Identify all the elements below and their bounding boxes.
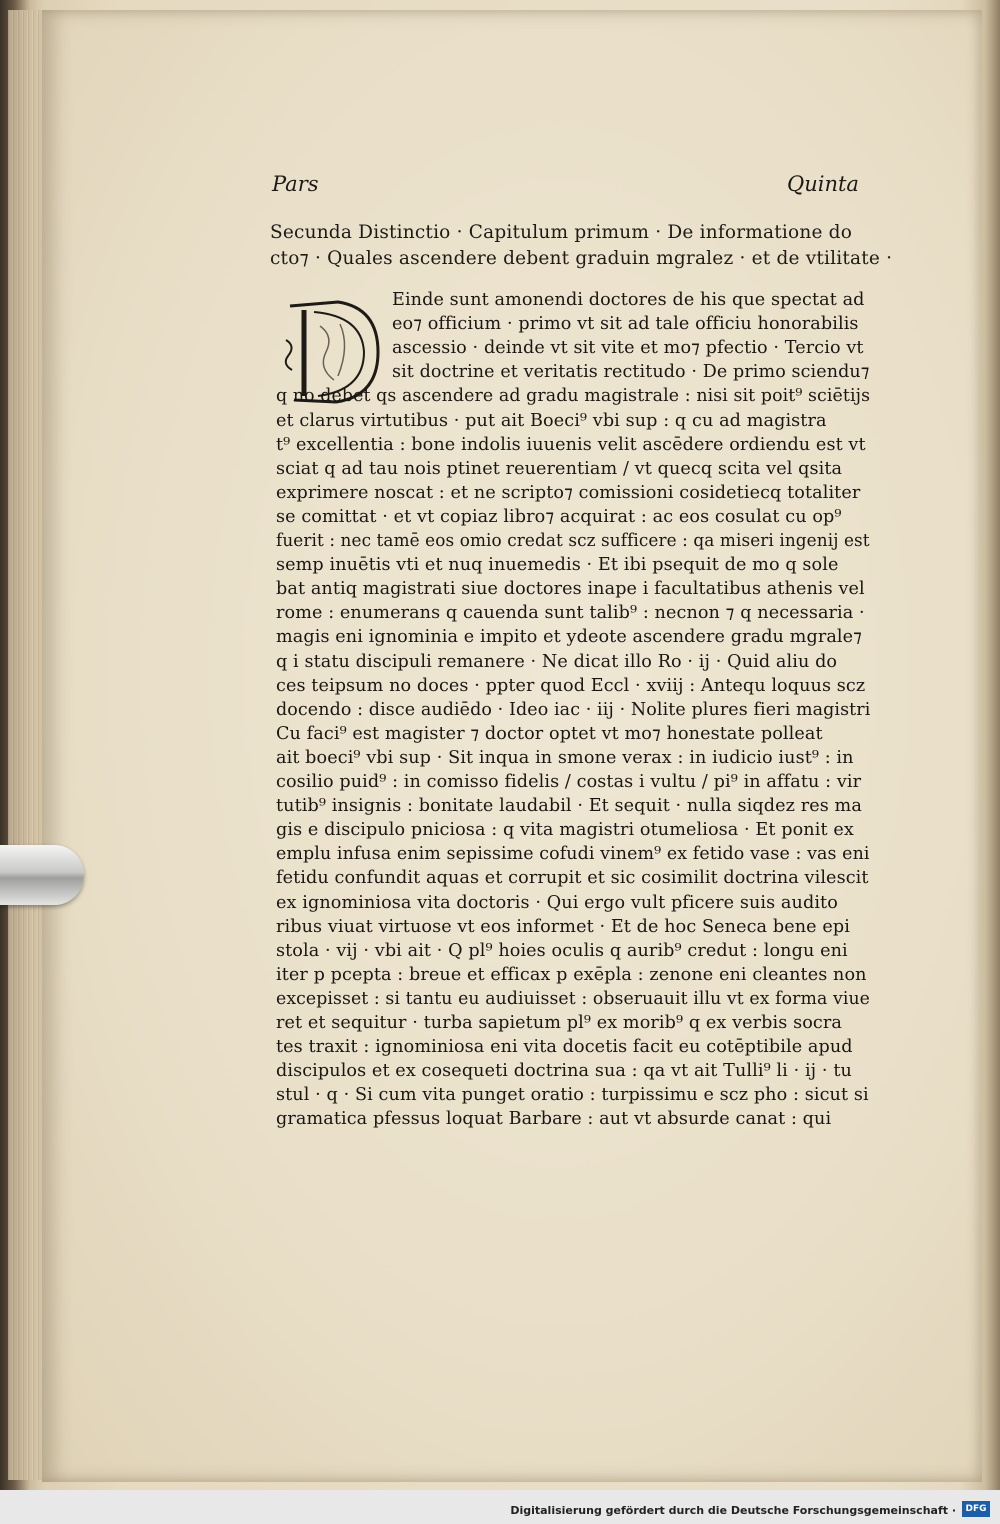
text-line: Cu faci⁹ est magister ⁊ doctor optet vt mo⁊ honestate polleat xyxy=(276,723,823,744)
page-edges xyxy=(8,10,42,1480)
text-line: stul · q · Si cum vita punget oratio : turpissimu e scz pho : sicut si xyxy=(276,1085,869,1106)
text-line: gis e discipulo pniciosa : q vita magistri otumeliosa · Et ponit ex xyxy=(276,820,854,841)
text-line: exprimere noscat : et ne scripto⁊ comissioni cosidetiecq totaliter xyxy=(276,482,861,503)
running-head-right: Quinta xyxy=(787,172,859,196)
text-line: stola · vij · vbi ait · Q pl⁹ hoies oculis q aurib⁹ credut : longu eni xyxy=(276,940,848,961)
text-line: iter p pcepta : breue et efficax p exēpla : zenone eni cleantes non xyxy=(276,964,867,985)
text-line: q i statu discipuli remanere · Ne dicat illo Ro · ij · Quid aliu do xyxy=(276,651,838,672)
text-line: cosilio puid⁹ : in comisso fidelis / costas i vultu / pi⁹ in affatu : vir xyxy=(276,772,862,792)
text-line: tutib⁹ insignis : bonitate laudabil · Et sequit · nulla siqdez res ma xyxy=(276,796,862,817)
running-head-left: Pars xyxy=(272,172,319,196)
text-line: sit doctrine et veritatis rectitudo · De primo sciendu⁊ xyxy=(392,362,870,383)
text-line: ret et sequitur · turba sapietum pl⁹ ex morib⁹ q ex verbis socra xyxy=(276,1013,842,1033)
text-line: sciat q ad tau nois ptinet reuerentiam / vt quecq scita vel qsita xyxy=(276,458,843,479)
text-line: emplu infusa enim sepissime cofudi vinem⁹ ex fetido vase : vas eni xyxy=(276,844,870,865)
text-line: gramatica pfessus loquat Barbare : aut vt absurde canat : qui xyxy=(276,1109,832,1130)
text-line: t⁹ excellentia : bone indolis iuuenis velit ascēdere ordiendu est vt xyxy=(276,434,866,455)
text-line: excepisset : si tantu eu audiuisset : obseruauit illu vt ex forma viue xyxy=(276,988,870,1009)
text-line: se comittat · et vt copiaz libro⁊ acquirat : ac eos cosulat cu op⁹ xyxy=(276,506,842,527)
text-line: discipulos et ex cosequeti doctrina sua : qa vt ait Tulli⁹ li · ij · tu xyxy=(276,1061,852,1082)
text-line: et clarus virtutibus · put ait Boeci⁹ vbi sup : q cu ad magistra xyxy=(276,410,827,431)
chapter-title-line: Secunda Distinctio · Capitulum primum · De informatione do xyxy=(270,222,853,243)
text-line: semp inuētis vti et nuq inuemedis · Et ibi psequit de mo q sole xyxy=(276,555,839,576)
text-line: ascessio · deinde vt sit vite et mo⁊ pfectio · Tercio vt xyxy=(392,338,864,359)
dfg-logo: DFG xyxy=(962,1501,990,1517)
text-line: rome : enumerans q cauenda sunt talib⁹ : necnon ⁊ q necessaria · xyxy=(276,603,865,624)
text-line: ces teipsum no doces · ppter quod Eccl · xviij : Antequ loquus scz xyxy=(276,675,866,696)
text-line: bat antiq magistrati siue doctores inape i facultatibus athenis vel xyxy=(276,579,865,600)
text-line: tes traxit : ignominiosa eni vita docetis facit eu cotēptibile apud xyxy=(276,1037,853,1058)
chapter-title-line: cto⁊ · Quales ascendere debent graduin mgralez · et de vtilitate · xyxy=(270,248,893,269)
text-line: ex ignominiosa vita doctoris · Qui ergo vult pficere suis audito xyxy=(276,892,838,913)
text-line: ait boeci⁹ vbi sup · Sit inqua in smone verax : in iudicio iust⁹ : in xyxy=(276,747,854,768)
text-line: ribus viuat virtuose vt eos informet · Et de hoc Seneca bene epi xyxy=(276,916,850,937)
text-line: q no debet qs ascendere ad gradu magistrale : nisi sit poit⁹ sciētijs xyxy=(276,386,871,407)
text-line: docendo : disce audiēdo · Ideo iac · iij · Nolite plures fieri magistri xyxy=(276,699,871,720)
text-line: magis eni ignominia e impito et ydeote ascendere gradu mgrale⁊ xyxy=(276,627,863,648)
text-line: Einde sunt amonendi doctores de his que spectat ad xyxy=(392,290,865,310)
text-line: fuerit : nec tamē eos omio credat scz sufficere : qa miseri ingenij est xyxy=(276,531,870,551)
page-clip xyxy=(0,845,84,905)
footer-credit: Digitalisierung gefördert durch die Deutsche Forschungsgemeinschaft · xyxy=(510,1504,956,1517)
text-line: fetidu confundit aquas et corrupit et sic cosimilit doctrina vilescit xyxy=(276,868,869,889)
text-line: eo⁊ officium · primo vt sit ad tale officiu honorabilis xyxy=(392,314,859,335)
